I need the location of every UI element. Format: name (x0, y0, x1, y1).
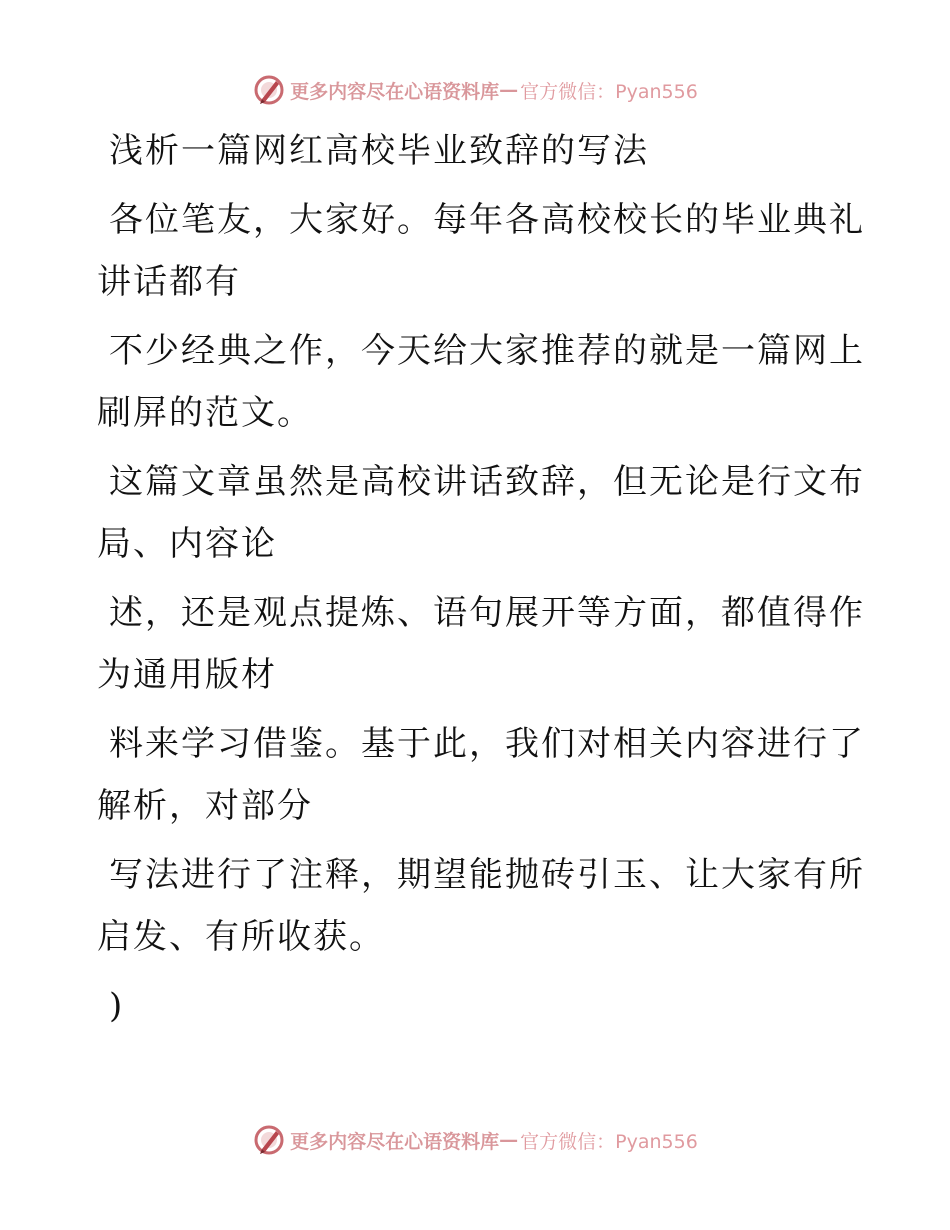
watermark-banner-top (0, 70, 950, 110)
watermark-sub-text: 官方微信：Pyan556 (520, 80, 698, 103)
document-body (97, 120, 865, 1037)
paragraph-line: 讲话都有 (97, 262, 241, 302)
closing-paren: ) (109, 986, 125, 1026)
paragraph-line: 启发、有所收获。 (97, 917, 385, 957)
paragraph (97, 189, 865, 313)
paragraph-line: 写法进行了注释，期望能抛砖引玉、让大家有所 (109, 855, 865, 895)
watermark-banner-bottom (0, 1120, 950, 1160)
paragraph-line: 局、内容论 (97, 524, 277, 564)
paragraph-line: 不少经典之作，今天给大家推荐的就是一篇网上 (109, 331, 865, 371)
paragraph-line: 刷屏的范文。 (97, 393, 313, 433)
paragraph (97, 713, 865, 837)
paragraph-line: 为通用版材 (97, 655, 277, 695)
paragraph-line: 解析，对部分 (97, 786, 313, 826)
watermark-dash: — (499, 1129, 519, 1151)
pen-circle-logo-icon (252, 73, 286, 107)
watermark-main-text: 更多内容尽在心语资料库 (290, 80, 500, 103)
paragraph-line: 料来学习借鉴。基于此，我们对相关内容进行了 (109, 724, 865, 764)
paragraph (97, 582, 865, 706)
paragraph (97, 451, 865, 575)
watermark-sub-text: 官方微信：Pyan556 (520, 1130, 698, 1153)
paragraph (97, 320, 865, 444)
paragraph-line: 这篇文章虽然是高校讲话致辞，但无论是行文布 (109, 462, 865, 502)
watermark-dash: — (499, 79, 519, 101)
paragraph (97, 844, 865, 968)
watermark-main-text: 更多内容尽在心语资料库 (290, 1130, 500, 1153)
document-title: 浅析一篇网红高校毕业致辞的写法 (109, 131, 649, 171)
pen-circle-logo-icon (252, 1123, 286, 1157)
paragraph-line: 各位笔友，大家好。每年各高校校长的毕业典礼 (109, 200, 865, 240)
paragraph-line: 述，还是观点提炼、语句展开等方面，都值得作 (109, 593, 865, 633)
